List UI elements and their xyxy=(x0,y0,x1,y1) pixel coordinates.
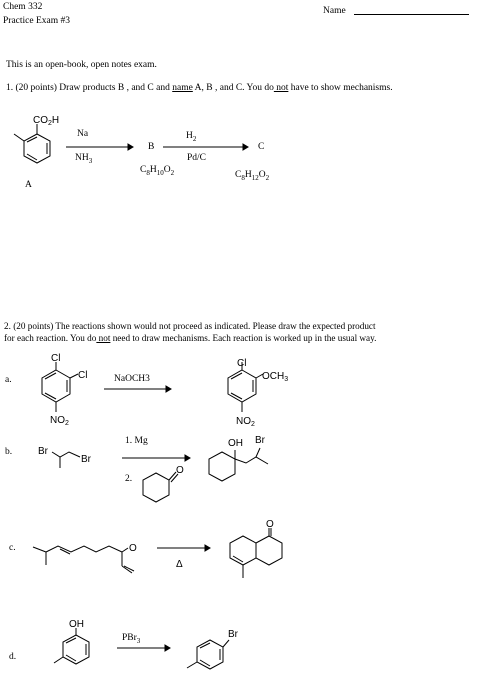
q1-label-a: A xyxy=(25,180,32,190)
q2c-label: c. xyxy=(9,543,16,553)
course-title: Chem 332 xyxy=(3,2,43,12)
q2d-oh: OH xyxy=(69,619,84,630)
q1-reagent-nh3: $NH_3$ xyxy=(75,153,93,165)
q2d-label: d. xyxy=(9,652,17,662)
q1-prompt: 1. (20 points) Draw products B , and C and name A, B , and C. You do not have to show mechanisms. xyxy=(6,83,393,93)
q2c-heat: Δ xyxy=(176,559,183,570)
q2a-reagent: NaOCH3 xyxy=(114,374,150,384)
q2a-p-och3: $OCH_3$ xyxy=(262,371,289,383)
q2d-product xyxy=(187,640,229,669)
intro-text: This is an open-book, open notes exam. xyxy=(6,60,157,70)
exam-title: Practice Exam #3 xyxy=(3,16,71,26)
q2a-starting-material xyxy=(42,362,78,412)
q2b-cyclohexanone xyxy=(143,472,178,502)
q2b-product xyxy=(209,448,268,481)
q1-label-b: B xyxy=(148,142,155,152)
q2a-p-cl: Cl xyxy=(237,358,247,369)
q2c-product-o: O xyxy=(266,519,274,530)
q2c-starting-material xyxy=(33,546,134,573)
q2c-product xyxy=(230,528,282,578)
q2d-br: Br xyxy=(228,629,238,640)
q1-formula-b: $C_8H_{10}O_2$ xyxy=(140,165,175,177)
q2b-step1: 1. Mg xyxy=(125,436,148,446)
q2b-oh: OH xyxy=(228,438,243,449)
q1-co2h-label: $CO_2H$ xyxy=(33,115,60,127)
q1-reagent-na: Na xyxy=(77,129,89,139)
q2b-ketone-o: O xyxy=(176,465,184,476)
q2c-ketone-o: O xyxy=(129,543,137,554)
q2a-label: a. xyxy=(5,375,12,385)
q1-formula-c: $C_8H_{12}O_2$ xyxy=(235,170,270,182)
q2b-br2: Br xyxy=(81,454,91,465)
q2d-reagent: PBr$_3$ xyxy=(122,633,141,645)
q2a-product xyxy=(228,362,263,412)
q2-prompt-line1: 2. (20 points) The reactions shown would not proceed as indicated. Please draw the expected product xyxy=(4,321,376,331)
q2a-p-no2: $NO_2$ xyxy=(236,416,255,428)
name-label: Name xyxy=(323,6,346,16)
q2b-br1: Br xyxy=(38,446,48,457)
q1-reagent-h2: $H_2$ xyxy=(186,131,197,143)
q1-label-c: C xyxy=(258,142,265,152)
q2b-step2: 2. xyxy=(125,474,133,484)
q2-prompt-line2: for each reaction. You do not need to draw mechanisms. Each reaction is worked up in the usual way. xyxy=(4,333,377,343)
q2a-sm-no2: $NO_2$ xyxy=(50,415,69,427)
q2b-p-br: Br xyxy=(255,435,265,446)
q1-reagent-pdc: Pd/C xyxy=(187,153,207,163)
q2b-dibromide xyxy=(52,452,80,457)
q2d-starting-material xyxy=(54,628,89,664)
q2b-label: b. xyxy=(5,447,13,457)
q2a-sm-cl1: Cl xyxy=(51,353,61,364)
q2a-sm-cl2: Cl xyxy=(78,370,88,381)
